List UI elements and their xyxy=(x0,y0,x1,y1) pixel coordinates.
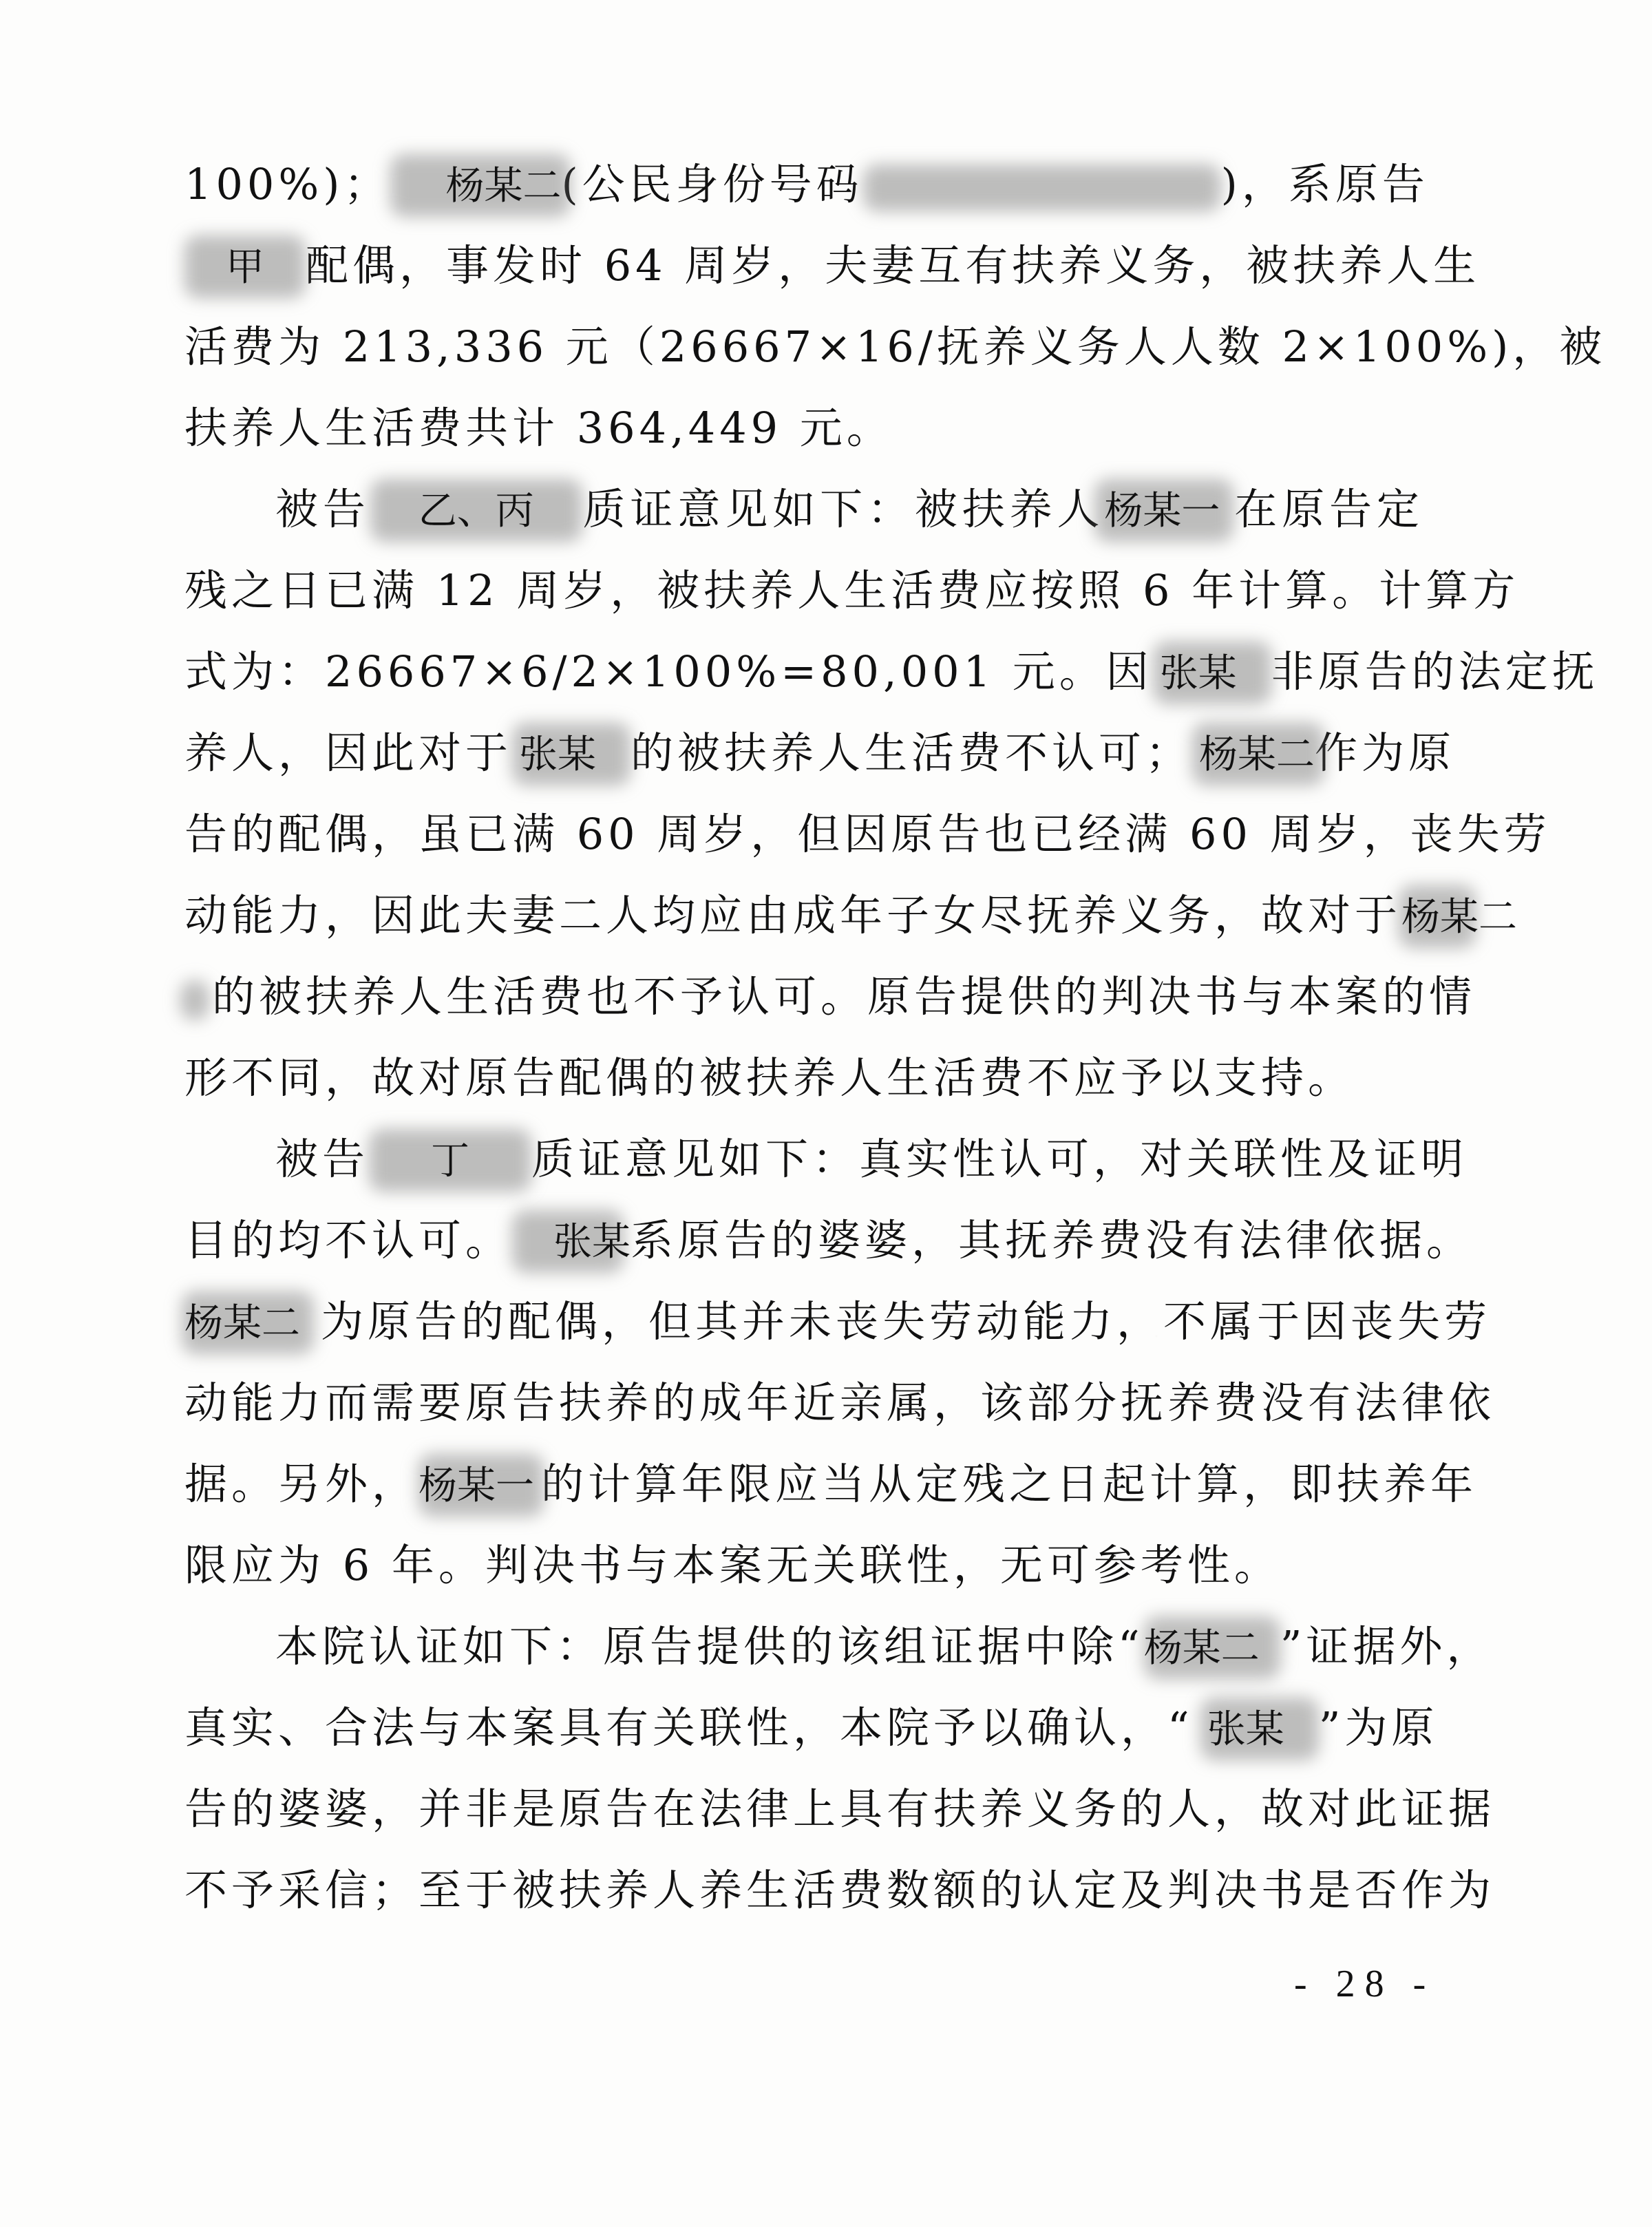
text: 活费为 213,336 元（26667×16/抚养义务人人数 2×100%)，被 xyxy=(184,321,1607,372)
text: 非原告的法定抚 xyxy=(1271,646,1599,697)
text: 100%)； xyxy=(184,159,391,209)
text: 残之日已满 12 周岁，被扶养人生活费应按照 6 年计算。计算方 xyxy=(184,565,1520,615)
text-line xyxy=(184,313,1607,381)
text-line xyxy=(184,1856,1496,1925)
text-line xyxy=(184,1693,1439,1762)
text: 系原告的婆婆，其抚养费没有法律依据。 xyxy=(631,1215,1474,1265)
redacted-name: 杨某二 xyxy=(1401,881,1517,952)
text: ”为原 xyxy=(1318,1702,1439,1753)
redacted-name: 张某 xyxy=(1207,1693,1284,1764)
text: 告的婆婆，并非是原告在法律上具有扶养义务的人，故对此证据 xyxy=(184,1784,1496,1834)
text-line xyxy=(184,150,1429,219)
text-line xyxy=(184,800,1551,869)
text-line xyxy=(184,1531,1423,1600)
text-line xyxy=(184,1044,1423,1112)
text: 质证意见如下：真实性认可，对关联性及证明 xyxy=(531,1134,1468,1184)
text-line xyxy=(184,1369,1496,1437)
text: 配偶，事发时 64 周岁，夫妻互有扶养义务，被扶养人生 xyxy=(306,240,1481,291)
text: 告的配偶，虽已满 60 周岁，但因原告也已经满 60 周岁，丧失劳 xyxy=(184,809,1551,859)
text: 动能力而需要原告扶养的成年近亲属，该部分抚养费没有法律依 xyxy=(184,1378,1496,1428)
text: (公民身份号码 xyxy=(561,159,863,209)
text-line xyxy=(184,881,1518,950)
redacted-name: 张某 xyxy=(1160,637,1237,708)
text-line xyxy=(275,1612,1494,1681)
text: 为原告的配偶，但其并未丧失劳动能力，不属于因丧失劳 xyxy=(321,1296,1492,1347)
text: 养人，因此对于 xyxy=(184,728,513,778)
text: 不予采信；至于被扶养人养生活费数额的认定及判决书是否作为 xyxy=(184,1865,1496,1915)
page-number: - 28 - xyxy=(1294,1963,1436,2005)
text-line xyxy=(275,475,1423,544)
text-line xyxy=(184,556,1520,625)
text: 作为原 xyxy=(1315,728,1456,778)
redacted-id-number xyxy=(863,160,1221,215)
text-line xyxy=(184,231,1481,300)
redacted-name: 张某 xyxy=(519,719,596,790)
text: 形不同，故对原告配偶的被扶养人生活费不应予以支持。 xyxy=(184,1053,1355,1103)
text: 据。另外， xyxy=(184,1459,419,1509)
text-line xyxy=(184,637,1599,706)
text: 的被扶养人生活费也不予认可。原告提供的判决书与本案的情 xyxy=(212,971,1476,1022)
text: )，系原告 xyxy=(1220,159,1429,209)
text: 质证意见如下：被扶养人 xyxy=(582,484,1105,534)
redacted-name: 乙、丙 xyxy=(419,475,534,546)
text: 在原告定 xyxy=(1233,484,1423,534)
text: 的计算年限应当从定残之日起计算，即扶养年 xyxy=(541,1459,1478,1509)
text: 的被扶养人生活费不认可； xyxy=(631,728,1193,778)
text: 限应为 6 年。判决书与本案无关联性，无可参考性。 xyxy=(184,1540,1281,1590)
redacted-name: 杨某二 xyxy=(1144,1612,1260,1683)
text-line xyxy=(184,394,1423,463)
text-line xyxy=(184,1206,1474,1275)
redacted-name: 杨某二 xyxy=(184,1287,300,1358)
text-line xyxy=(184,1450,1478,1519)
redacted-name: 杨某一 xyxy=(1104,475,1220,546)
text: 真实、合法与本案具有关联性，本院予以确认，“ xyxy=(184,1702,1194,1753)
redacted-name: 杨某一 xyxy=(419,1450,534,1521)
text: 动能力，因此夫妻二人均应由成年子女尽抚养义务，故对于 xyxy=(184,890,1402,940)
text-line xyxy=(184,962,1476,1031)
text: 被告 xyxy=(275,1134,370,1184)
redacted-name: 甲 xyxy=(226,231,264,302)
redacted-name: 丁 xyxy=(431,1125,469,1196)
redacted-name: 张某 xyxy=(553,1206,631,1277)
text-line xyxy=(184,1287,1492,1356)
text: 被告 xyxy=(275,484,370,534)
text: 扶养人生活费共计 364,449 元。 xyxy=(184,403,893,453)
text-line xyxy=(275,1125,1468,1194)
redacted-name xyxy=(184,976,205,1024)
redacted-name: 杨某二 xyxy=(445,150,561,221)
text: 式为：26667×6/2×100%=80,001 元。因 xyxy=(184,646,1153,697)
text-line xyxy=(184,1775,1496,1844)
text: ”证据外， xyxy=(1280,1621,1494,1671)
text: 目的均不认可。 xyxy=(184,1215,513,1265)
text: 本院认证如下：原告提供的该组证据中除“ xyxy=(275,1621,1144,1671)
text-line xyxy=(184,719,1456,788)
redacted-name: 杨某二 xyxy=(1199,719,1315,790)
